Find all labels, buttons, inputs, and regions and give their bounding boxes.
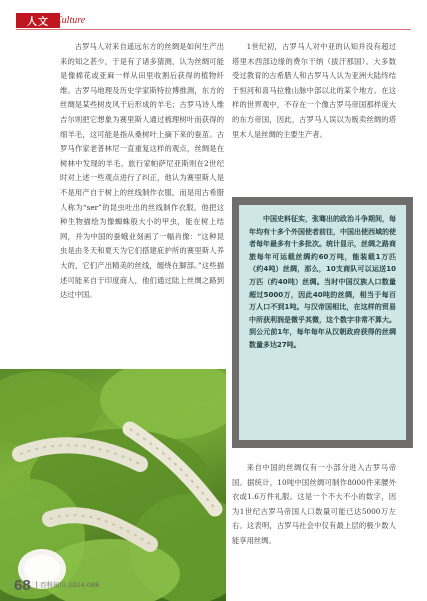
left-paragraph: 古罗马人对来自遥远东方的丝绸是如何生产出来的知之甚少，于是有了诸多猜测，认为丝绸可能是像棉花或亚麻一样从田里收割后获得的植物纤维。古罗马地理及历史学家斯特拉博推测，东方的丝绸是某些树皮风干后形成的羊毛；古罗马诗人维吉尔则把它想象为赛里斯人通过梳理树叶而获得的细羊毛，这可能是指从桑树叶上摘下来的蚕茧。古罗马作家老普林尼一直重复这样的观点，丝绸是在树林中发现的羊毛。旅行家帕萨尼亚斯则在2世纪时对上述一些观点进行了纠正，他认为赛里斯人是不是用产自于树上的丝线制作衣服，而是用古希腊人称为“ser”的昆虫吐出的丝线制作衣服。他把这种生物描绘为像蜘蛛般大小的甲虫，能在树上结网，并为中国的蚕蛾业刻画了一幅肖像：“这种昆虫是由冬天和夏天为它们搭建庇护所的赛里斯人养大的，它们产出精美的丝线，缠绕在脚部。”这些描述可能来自于印度商人，他们通过陆上丝绸之路到达过中国。 [60,42,224,300]
right-column-bottom [232,461,396,549]
section-tag: 人文 [16,13,60,28]
page-footer [0,571,427,601]
sidebar-paragraph: 中国史料征实，张骞出的政治斗争期间，每年均有十多个外国使者前往，中国出使西域的使者每年最多有十多批次。统计显示，丝绸之路商旅每年可运载丝绸约60万吨，能装载1万匹（约4吨）丝绸，那么，10支商队可以运送10万匹（约40吨）丝绸。当时中国汉族人口数量超过5000万，因此40吨的丝绸，相当于每百万人口不到1吨。与汉帝国相比，在这样的贸易中所获利润是微乎其微，这个数字非常不算大。到公元前1年，每年每年从汉朝政府获得的丝绸数量多达27吨。 [249,215,396,349]
footer-divider [36,581,37,591]
section-tag-en: Culture [55,15,86,26]
publication-info: 百科知识 2024.08B [40,581,100,589]
silkworm-photo [0,369,226,601]
header-rule [16,29,411,30]
page-number: 68 [14,577,31,594]
page-header [0,0,427,30]
sidebar-box [232,197,413,448]
right-column-top [232,40,396,142]
silkworm-illustration [0,369,226,601]
sidebar-content [239,205,406,440]
right-bottom-paragraph: 来自中国的丝绸仅有一小部分进入古罗马帝国。据统计，10吨中国丝绸可制作8000件来腰外衣或1.6万件礼服。这是一个不大不小的数字，因为1世纪古罗马帝国人口数量可能已达5000万左右。这表明，古罗马社会中仅有最上层的极少数人能享用丝绸。 [232,463,396,545]
right-top-paragraph: 1世纪初，古罗马人对中亚的认知并没有超过塔里木西部边缘的费尔干纳（拔汗那国）。大多数受过教育的古希腊人和古罗马人认为亚洲大陆终结于恒河和喜马拉雅山脉中部以北的某个地方。在这样的世界观中，不存在一个像古罗马帝国那样庞大的东方帝国，因此，古罗马人误以为贩卖丝绸的塔里木人是丝绸的主要生产者。 [232,42,396,139]
left-column [60,40,224,303]
